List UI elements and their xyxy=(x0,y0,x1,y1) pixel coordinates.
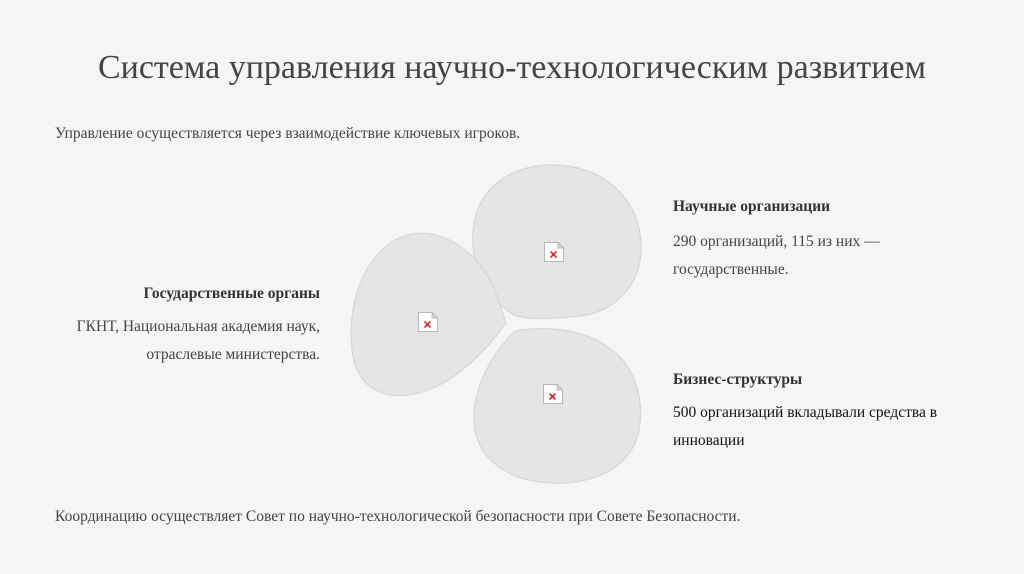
government-line-2: отраслевые министерства. xyxy=(146,346,320,363)
business-title: Бизнес-структуры xyxy=(673,371,803,388)
petal-business xyxy=(474,329,640,484)
government-description xyxy=(77,313,320,369)
government-title: Государственные органы xyxy=(143,285,320,302)
business-line-2: инновации xyxy=(673,432,745,449)
broken-image-icon xyxy=(543,241,565,263)
slide-title: Система управления научно-технологическим развитием xyxy=(97,49,927,86)
broken-image-icon xyxy=(542,383,564,405)
science-title: Научные организации xyxy=(673,198,831,215)
business-description xyxy=(673,399,937,455)
broken-image-icon xyxy=(417,311,439,333)
science-line-1: 290 организаций, 115 из них — xyxy=(673,233,880,250)
players-diagram xyxy=(340,160,660,490)
business-line-1: 500 организаций вкладывали средства в xyxy=(673,404,938,421)
science-description xyxy=(673,228,880,284)
science-line-2: государственные. xyxy=(673,261,789,278)
intro-text: Управление осуществляется через взаимодействие ключевых игроков. xyxy=(55,125,521,142)
government-line-1: ГКНТ, Национальная академия наук, xyxy=(76,318,320,335)
footer-text: Координацию осуществляет Совет по научно-технологической безопасности при Совете Безопасности. xyxy=(55,508,741,525)
petals-graphic xyxy=(340,160,660,490)
